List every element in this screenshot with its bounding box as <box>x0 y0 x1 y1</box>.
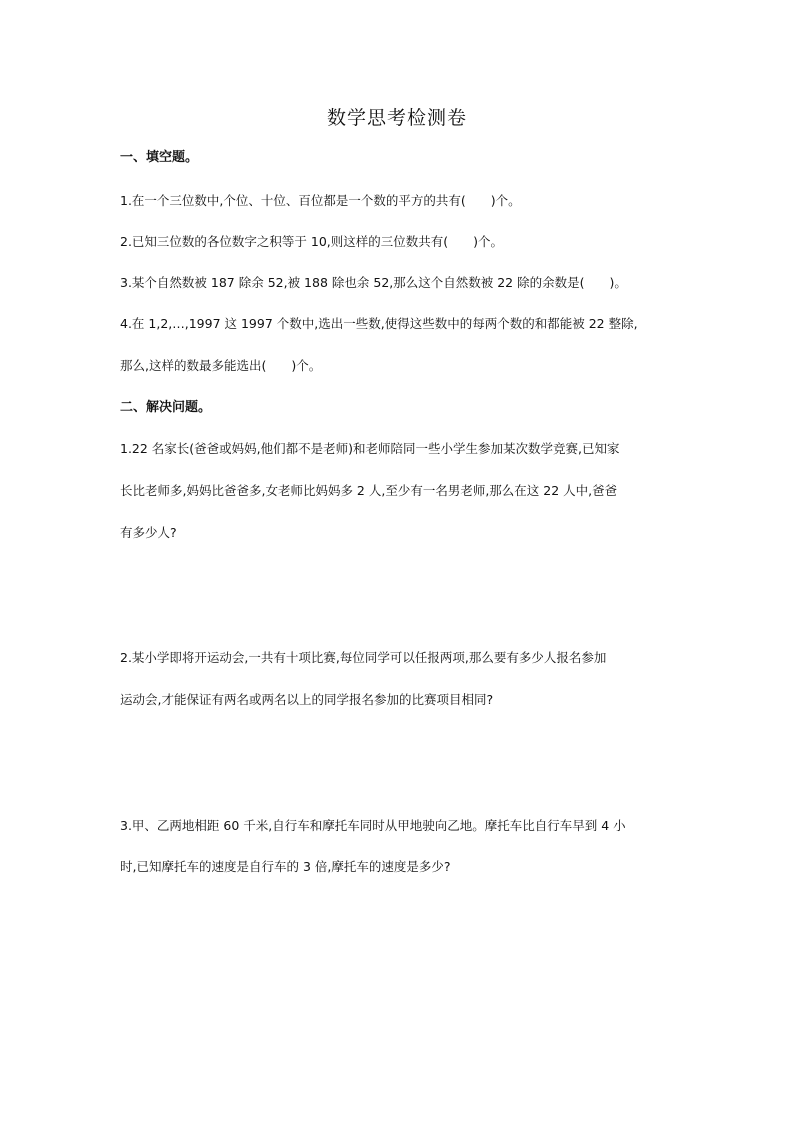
section-heading-problems: 二、解决问题。 <box>120 400 212 415</box>
fill-blank-question-3: 3.某个自然数被 187 除余 52,被 188 除也余 52,那么这个自然数被 22 除的余数是( )。 <box>120 275 627 290</box>
problem-1-line-3: 有多少人? <box>120 525 177 540</box>
fill-blank-question-4-line-1: 4.在 1,2,…,1997 这 1997 个数中,选出一些数,使得这些数中的每两个数的和都能被 22 整除, <box>120 316 638 331</box>
fill-blank-question-4-line-2: 那么,这样的数最多能选出( )个。 <box>120 358 322 373</box>
problem-3-line-1: 3.甲、乙两地相距 60 千米,自行车和摩托车同时从甲地驶向乙地。摩托车比自行车早到 4 小 <box>120 818 626 833</box>
page-title: 数学思考检测卷 <box>326 107 467 129</box>
problem-1-line-1: 1.22 名家长(爸爸或妈妈,他们都不是老师)和老师陪同一些小学生参加某次数学竞赛,已知家 <box>120 441 620 456</box>
problem-3-line-2: 时,已知摩托车的速度是自行车的 3 倍,摩托车的速度是多少? <box>120 859 451 874</box>
problem-2-line-2: 运动会,才能保证有两名或两名以上的同学报名参加的比赛项目相同? <box>120 692 494 707</box>
fill-blank-question-2: 2.已知三位数的各位数字之积等于 10,则这样的三位数共有( )个。 <box>120 234 504 249</box>
problem-2-line-1: 2.某小学即将开运动会,一共有十项比赛,每位同学可以任报两项,那么要有多少人报名参加 <box>120 650 607 665</box>
fill-blank-question-1: 1.在一个三位数中,个位、十位、百位都是一个数的平方的共有( )个。 <box>120 193 521 208</box>
section-heading-fill-blank: 一、填空题。 <box>120 150 199 165</box>
problem-1-line-2: 长比老师多,妈妈比爸爸多,女老师比妈妈多 2 人,至少有一名男老师,那么在这 22 人中,爸爸 <box>120 483 618 498</box>
